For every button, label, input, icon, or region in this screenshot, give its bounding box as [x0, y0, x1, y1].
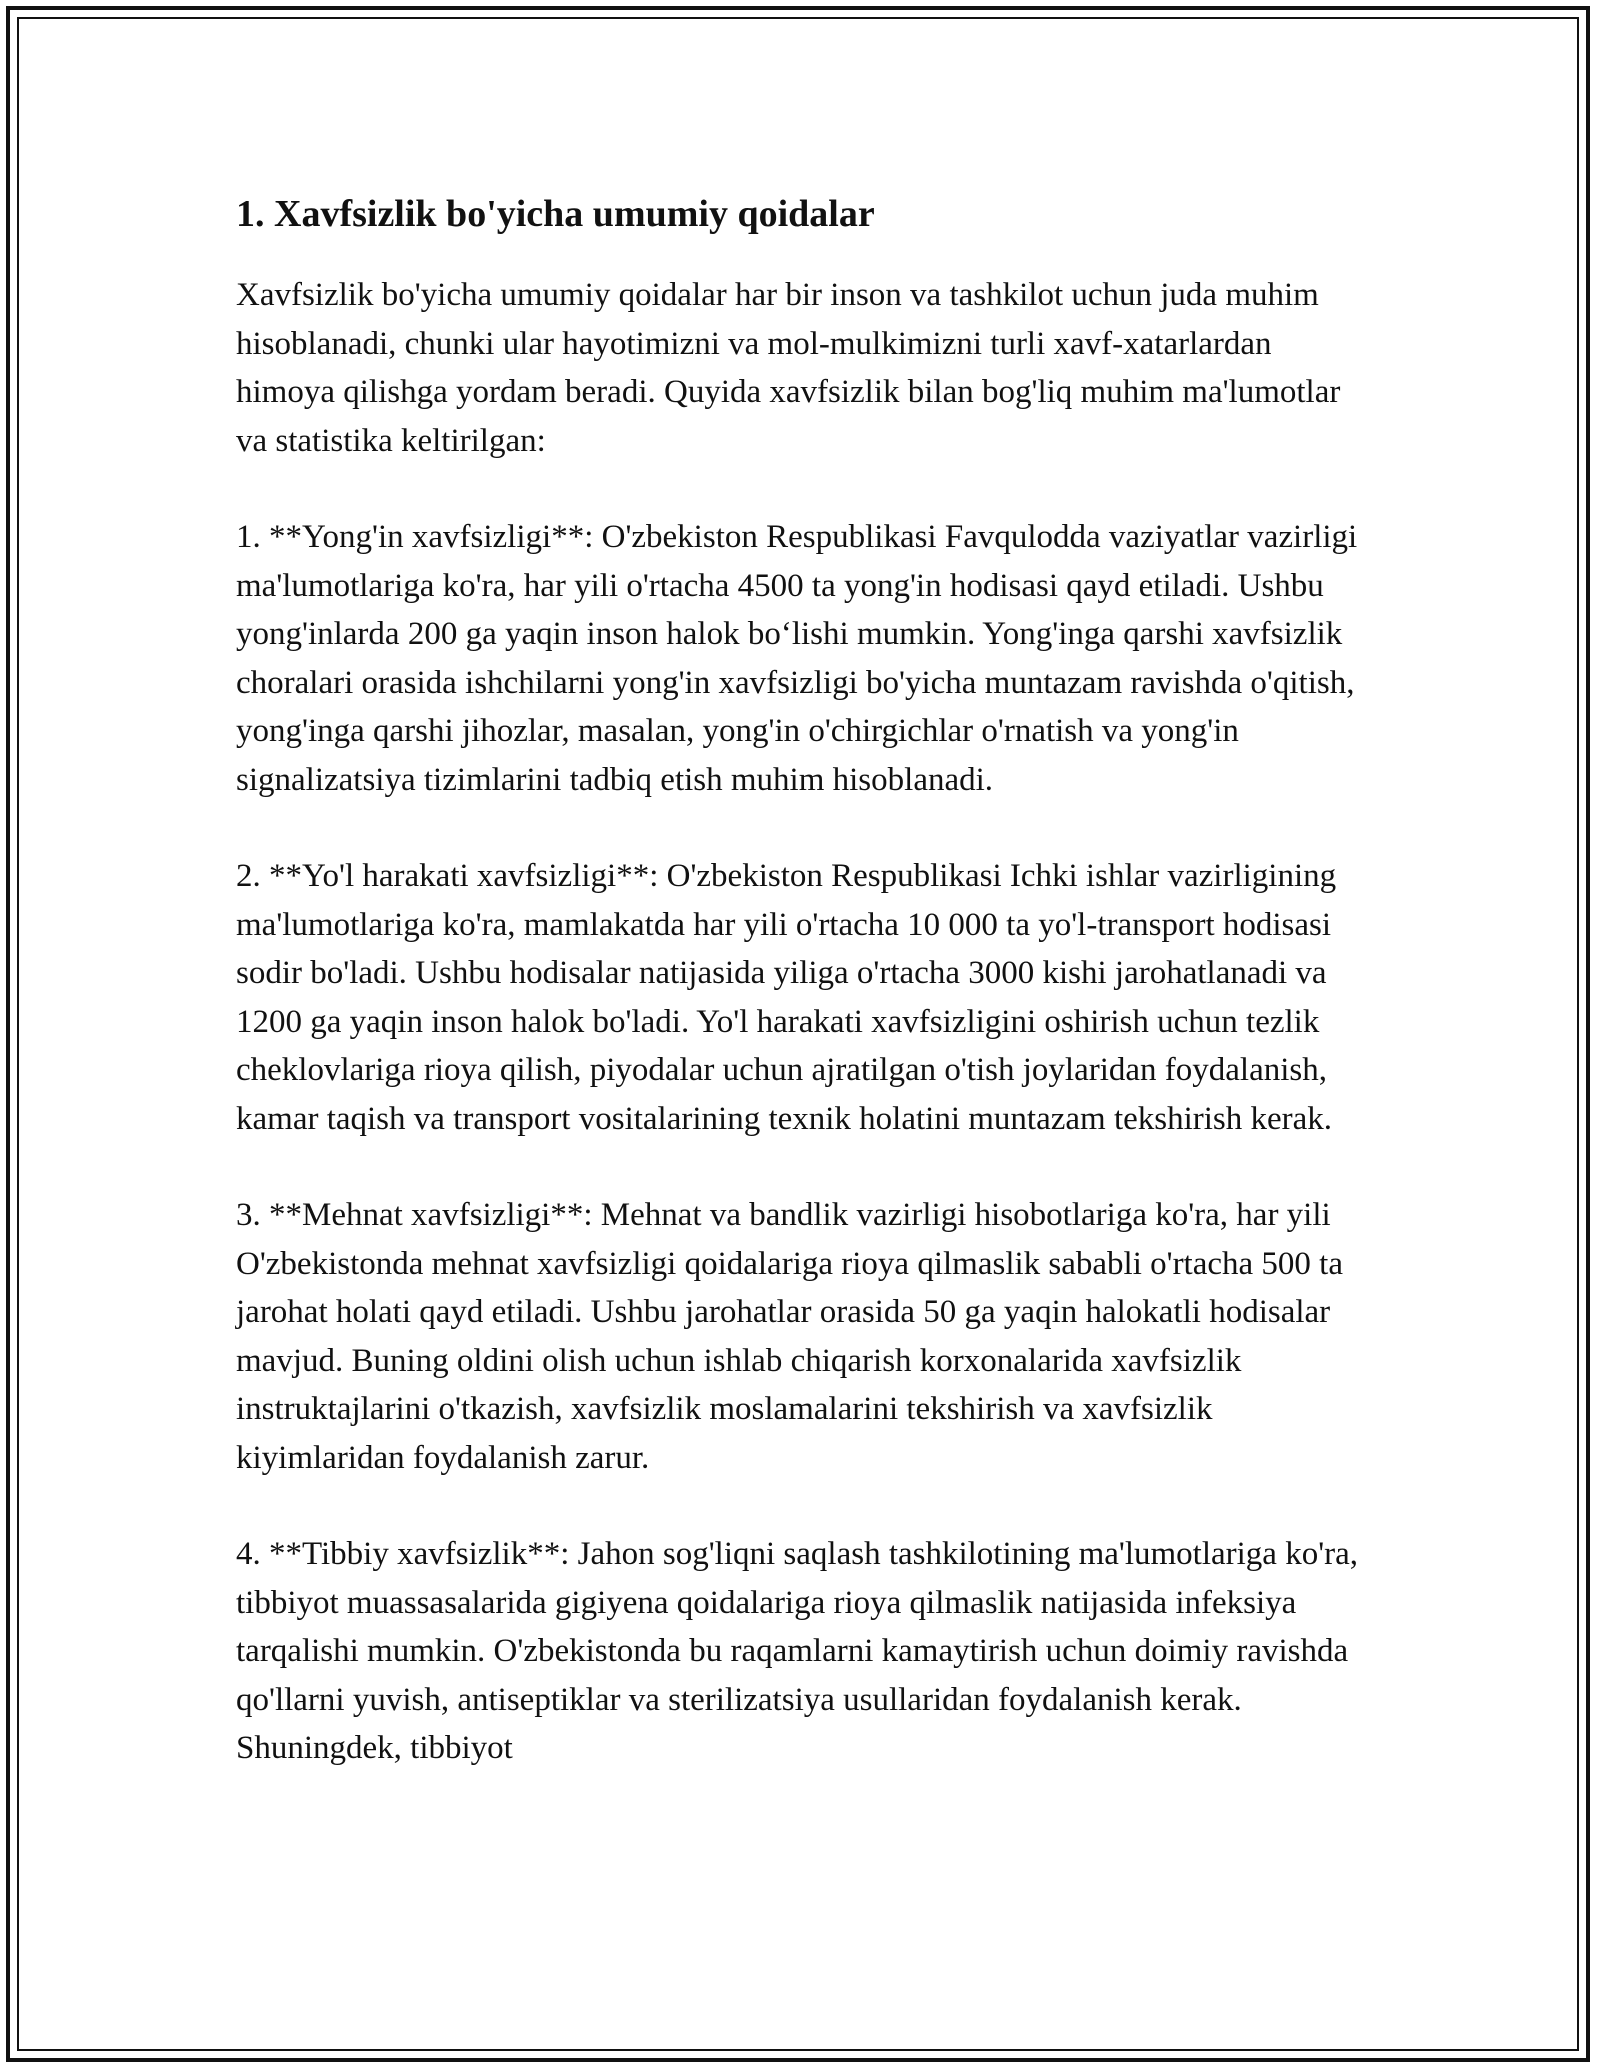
labor-safety-paragraph: 3. **Mehnat xavfsizligi**: Mehnat va bandlik vazirligi hisobotlariga ko'ra, har yili O'zbekistonda mehnat xavfsizligi qoidalariga rioya qilmaslik sababli o'rtacha 500 ta jarohat holati qayd etiladi. Ushbu jarohatlar orasida 50 ga yaqin halokatli hodisalar mavjud. Buning oldini olish uchun ishlab chiqarish korxonalarida xavfsizlik instruktajlarini o'tkazish, xavfsizlik moslamalarini tekshirish va xavfsizlik kiyimlaridan foydalanish zarur.: [236, 1197, 1343, 1476]
section-heading: 1. Xavfsizlik bo'yicha umumiy qoidalar: [236, 193, 875, 235]
intro-paragraph: Xavfsizlik bo'yicha umumiy qoidalar har bir inson va tashkilot uchun juda muhim hisoblanadi, chunki ular hayotimizni va mol-mulkimizni turli xavf-xatarlardan himoya qilishga yordam beradi. Quyida xavfsizlik bilan bog'liq muhim ma'lumotlar va statistika keltirilgan:: [236, 277, 1341, 459]
document-body: [236, 185, 1370, 1773]
road-safety-paragraph: 2. **Yo'l harakati xavfsizligi**: O'zbekiston Respublikasi Ichki ishlar vazirligining ma'lumotlariga ko'ra, mamlakatda har yili o'rtacha 10 000 ta yo'l-transport hodisasi sodir bo'ladi. Ushbu hodisalar natijasida yiliga o'rtacha 3000 kishi jarohatlanadi va 1200 ga yaqin inson halok bo'ladi. Yo'l harakati xavfsizligini oshirish uchun tezlik cheklovlariga rioya qilish, piyodalar uchun ajratilgan o'tish joylaridan foydalanish, kamar taqish va transport vositalarining texnik holatini muntazam tekshirish kerak.: [236, 858, 1337, 1137]
fire-safety-paragraph: 1. **Yong'in xavfsizligi**: O'zbekiston Respublikasi Favqulodda vaziyatlar vazirligi ma'lumotlariga ko'ra, har yili o'rtacha 4500 ta yong'in hodisasi qayd etiladi. Ushbu yong'inlarda 200 ga yaqin inson halok bo‘lishi mumkin. Yong'inga qarshi xavfsizlik choralari orasida ishchilarni yong'in xavfsizligi bo'yicha muntazam ravishda o'qitish, yong'inga qarshi jihozlar, masalan, yong'in o'chirgichlar o'rnatish va yong'in signalizatsiya tizimlarini tadbiq etish muhim hisoblanadi.: [236, 519, 1358, 798]
medical-safety-paragraph: 4. **Tibbiy xavfsizlik**: Jahon sog'liqni saqlash tashkilotining ma'lumotlariga ko'ra, tibbiyot muassasalarida gigiyena qoidalariga rioya qilmaslik natijasida infeksiya tarqalishi mumkin. O'zbekistonda bu raqamlarni kamaytirish uchun doimiy ravishda qo'llarni yuvish, antiseptiklar va sterilizatsiya usullaridan foydalanish kerak. Shuningdek, tibbiyot: [236, 1536, 1359, 1766]
